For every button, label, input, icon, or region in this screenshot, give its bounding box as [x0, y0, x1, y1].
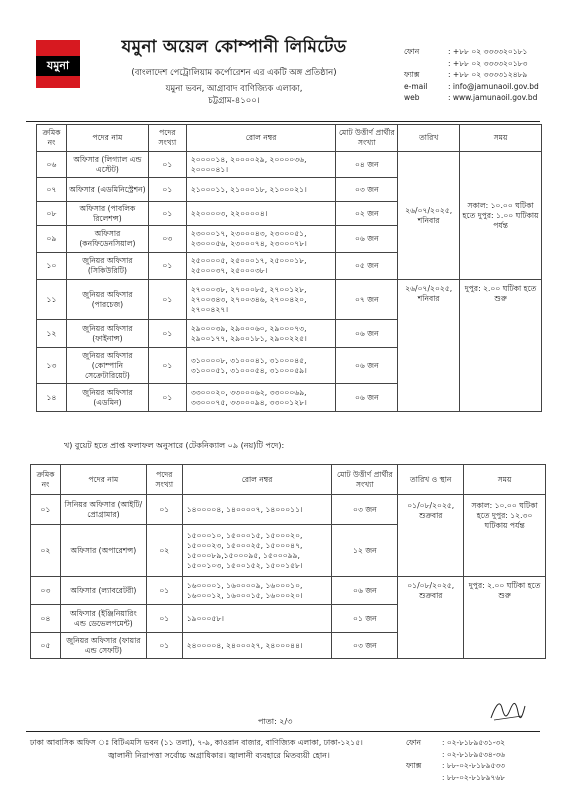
col-header-roll: রোল নম্বর — [182, 465, 332, 495]
schedule-time: সকাল: ১০.০০ ঘটিকা হতে দুপুর: ১২.৩০ ঘটিকায় পর্যন্ত — [464, 495, 546, 577]
table-row: ০৭ অফিসার (এডমিনিস্ট্রেশন) ০১ ২১০০০১১, ২১০০০১৮, ২১০০০২১। ০৩ জন — [37, 178, 542, 202]
col-header-total: মোট উত্তীর্ণ প্রার্থীর সংখ্যা — [336, 125, 398, 152]
col-header-date: তারিখ — [398, 125, 460, 152]
table-row: ১৪ জুনিয়র অফিসার (এডমিন) ০১ ৩৩০০০২০, ৩৩০০০৬২, ৩৩০০০৬৯, ৩৩০০০৭৫, ৩৩০০০৯৪, ৩৩০০১২৮। ০৬ জন — [37, 384, 542, 412]
col-header-serial: ক্রমিক নং — [37, 125, 67, 152]
company-address: যমুনা ভবন, আগ্রাবাদ বাণিজ্যিক এলাকা, চট্টগ্রাম-৪১০০। — [165, 84, 303, 106]
table-row: ১১ জুনিয়র অফিসার (পারচেজ) ০১ ২৭০০০৩৮, ২৭০০০৮৫, ২৭০০১২৮, ২৭০০৩৪৩, ২৭০০৩৪৬, ২৭০০৪২০, ২৭০০৪২৭। ০৭ জন ২৬/০৭/২০২৫, শনিবার দুপুর: ২.০০ ঘটিকা হতে শুরু — [37, 280, 542, 320]
header-contacts — [404, 46, 554, 104]
contact-row: ফোন : ০২-৮১৮৯৫৩১-৩২ — [406, 738, 505, 747]
schedule-date: ০১/০৮/২০২৫, শুক্রবার — [398, 577, 464, 659]
schedule-time: দুপুর: ২.০০ ঘটিকা হতে শুরু — [460, 280, 542, 412]
company-name: যমুনা অয়েল কোম্পানী লিমিটেড — [121, 37, 347, 57]
table-row: ০১ সিনিয়র অফিসার (আইটি/প্রোগ্রামার) ০১ ১৪০০০০৪, ১৪০০০০৭, ১৪০০০১১। ০৩ জন ০১/০৮/২০২৫, শুক্রবার সকাল: ১০.০০ ঘটিকা হতে দুপুর: ১২.৩০ ঘটিকায় পর্যন্ত — [31, 495, 546, 525]
col-header-post: পদের নাম — [66, 125, 148, 152]
table-row: ০৪ অফিসার (ইঞ্জিনিয়ারিং এন্ড ডেভেলপমেন্ট) ০১ ১৯০০০৫৮। ০১ জন — [31, 605, 546, 633]
col-header-count: পদের সংখ্যা — [146, 465, 182, 495]
footer-contacts — [406, 737, 505, 783]
table-row: ০২ অফিসার (অপারেশন্স) ০২ ১৫০০০১০, ১৫০০০১৫, ১৫০০০২০, ১৫০০০২৩, ১৫০০০২৫, ১৫০০০৪৭, ১৫০০০৮৯,১৫০০০৯৫, ১৫০০০৯৯, ১৫০০১০৩, ১৫০০১৫২, ১৫০০১৫৮। ১২ জন — [31, 525, 546, 577]
contact-row: web : www.jamunaoil.gov.bd — [404, 93, 538, 102]
col-header-post: পদের নাম — [60, 465, 146, 495]
contact-row: e-mail : info@jamunaoil.gov.bd — [404, 81, 539, 91]
company-logo: যমুনা — [36, 40, 80, 88]
company-subtitle: (বাংলাদেশ পেট্রোলিয়াম কর্পোরেশন এর একটি অঙ্গ প্রতিষ্ঠান) — [131, 68, 337, 78]
header-divider — [26, 121, 540, 122]
letterhead — [26, 26, 546, 122]
contact-row: : +৮৮ ০২ ৩৩৩৩২০১৮৩ — [448, 58, 528, 68]
footer-office: ঢাকা আবাসিক অফিস ঃ বিটিএমসি ভবন (১১ তলা), ৭-৯, কাওরান বাজার, বাণিজ্যিক এলাকা, ঢাকা-১২১৫। — [30, 738, 363, 747]
table-row: ১২ জুনিয়র অফিসার (ফাইনান্স) ০১ ২৯০০০৩৯, ২৯০০০৬০, ২৯০০০৭৩, ২৯০০১৭৭, ২৯০০১৮১, ২৯০০২২৫। ০৬ জন — [37, 320, 542, 348]
table-row: ০৩ অফিসার (ল্যাবরেটরী) ০১ ১৬০০০০১, ১৬০০০০৯, ১৬০০০১০, ১৬০০০১২, ১৬০০০১৫, ১৬০০০২০। ০৬ জন ০১/০৮/২০২৫, শুক্রবার দুপুর: ২.০০ ঘটিকা হতে শুরু — [31, 577, 546, 605]
contact-row: ফোন : +৮৮ ০২ ৩৩৩৩২০১৮১ — [404, 47, 528, 56]
contact-row: : ০২-৮১৮৯৫৩৪-৩৬ — [442, 749, 505, 759]
table-row: ০৯ অফিসার (কনফিডেনসিয়াল) ০৩ ২৩০০০১৭, ২৩০০০৪৩, ২৩০০০৫১, ২৩০০০৫৬, ২৩০০০৭৪, ২৩০০০৭৮। ০৬ জন — [37, 226, 542, 253]
contact-row: ফ্যাক্স : ৮৮-০২-৮১৮৯৫৩৩ — [406, 761, 505, 770]
table-row: ০৫ জুনিয়র অফিসার (ফায়ার এন্ড সেফটি) ০১ ২৪০০০০৪, ২৪০০০২৭, ২৪০০০৪৪। ০৩ জন — [31, 633, 546, 659]
col-header-date-place: তারিখ ও স্থান — [398, 465, 464, 495]
results-table-1 — [36, 124, 542, 412]
table-row: ১০ জুনিয়র অফিসার (সিকিউরিটি) ০১ ২৫০০০০৫, ২৫০০০১৭, ২৫০০০১৮, ২৫০০০৩৭, ২৫০০০৩৮। ০৫ জন — [37, 253, 542, 280]
table-row: ০৮ অফিসার (পাবলিক রিলেশন্স) ০১ ২২০০০০৩, ২২০০০০৪। ০২ জন — [37, 202, 542, 226]
results-table-2 — [30, 464, 546, 659]
contact-row: : ৮৮-০২-৮১৮৯৭৬৮ — [442, 772, 505, 782]
footer-motto: জ্বালানী নিরাপত্তা সর্বোচ্চ অগ্রাধিকার। জ্বালানী ব্যবহারে মিতব্যয়ী হোন। — [108, 751, 330, 760]
col-header-roll: রোল নম্বর — [186, 125, 336, 152]
col-header-time: সময় — [460, 125, 542, 152]
schedule-time: সকাল: ১০.০০ ঘটিকা হতে দুপুর: ১.০০ ঘটিকায় পর্যন্ত — [460, 152, 542, 280]
schedule-time: দুপুর: ২.০০ ঘটিকা হতে শুরু — [464, 577, 546, 659]
col-header-total: মোট উত্তীর্ণ প্রার্থীর সংখ্যা — [332, 465, 398, 495]
signature-icon — [488, 696, 528, 724]
schedule-date: ২৬/০৭/২০২৫, শনিবার — [398, 280, 460, 412]
schedule-date: ০১/০৮/২০২৫, শুক্রবার — [398, 495, 464, 577]
schedule-date: ২৬/০৭/২০২৫, শনিবার — [398, 152, 460, 280]
table-row: ১৩ জুনিয়র অফিসার (কোম্পানি সেক্রেটারিয়েট) ০১ ৩১০০০০৮, ৩১০০০৪১, ৩১০০০৪৫, ৩১০০০৫১, ৩১০০০৫৪, ৩১০০০৫৯। ০৬ জন — [37, 348, 542, 384]
col-header-count: পদের সংখ্যা — [148, 125, 186, 152]
section-heading: খ) বুয়েট হতে প্রাপ্ত ফলাফল অনুসারে (টেকনিক্যাল ০৯ (নয়)টি পদে): — [64, 441, 285, 450]
col-header-serial: ক্রমিক নং — [31, 465, 61, 495]
col-header-time: সময় — [464, 465, 546, 495]
page-number: পাতা: ২/৩ — [258, 717, 293, 726]
contact-row: ফ্যাক্স : +৮৮ ০২ ৩৩৩৩১২৪৮৯ — [404, 70, 528, 79]
table-row: ০৬ অফিসার (লিগ্যাল এন্ড এস্টেট) ০১ ২০০০০১৪, ২০০০০২৯, ২০০০০৩৬, ২০০০০৪১। ০৪ জন ২৬/০৭/২০২৫, শনিবার সকাল: ১০.০০ ঘটিকা হতে দুপুর: ১.০০ ঘটিকায় পর্যন্ত — [37, 152, 542, 178]
company-block — [84, 34, 384, 107]
footer-divider — [26, 731, 540, 732]
